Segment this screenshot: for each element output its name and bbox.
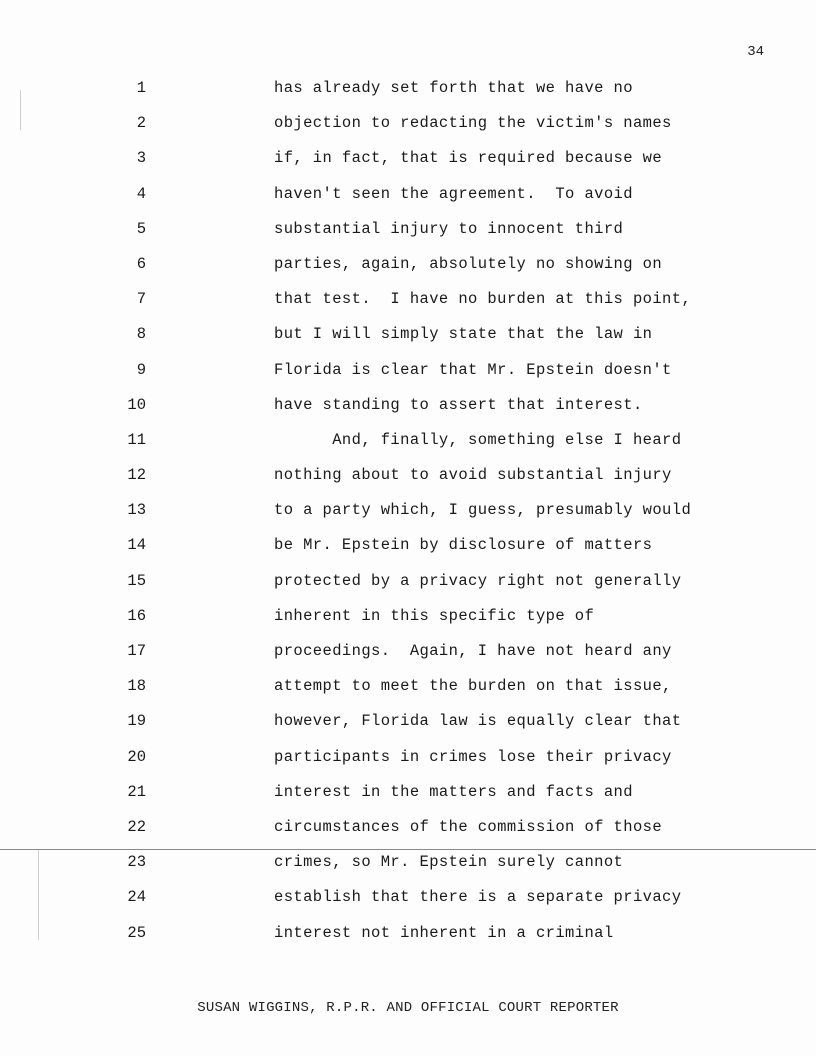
line-text: protected by a privacy right not generally <box>274 571 682 590</box>
line-text: interest in the matters and facts and <box>274 782 633 801</box>
transcript-line <box>0 852 816 887</box>
line-number: 8 <box>136 325 146 344</box>
line-text: Florida is clear that Mr. Epstein doesn't <box>274 360 672 379</box>
transcript-line <box>0 571 816 606</box>
line-text: And, finally, something else I heard <box>274 430 682 449</box>
transcript-line <box>0 324 816 359</box>
page-number: 34 <box>747 44 764 60</box>
line-number: 13 <box>127 501 146 520</box>
line-number: 14 <box>127 536 146 555</box>
transcript-line <box>0 535 816 570</box>
line-text: establish that there is a separate privacy <box>274 888 682 907</box>
transcript-line <box>0 641 816 676</box>
line-number: 4 <box>136 184 146 203</box>
line-text: proceedings. Again, I have not heard any <box>274 642 672 660</box>
line-number: 25 <box>127 923 146 942</box>
transcript-line <box>0 817 816 852</box>
line-number: 2 <box>136 114 146 133</box>
transcript-line <box>0 78 816 113</box>
scan-fold-line <box>0 849 816 850</box>
line-text: objection to redacting the victim's names <box>274 114 672 133</box>
line-number: 24 <box>127 888 146 907</box>
transcript-line <box>0 430 816 465</box>
line-text: participants in crimes lose their privacy <box>274 747 672 766</box>
line-text: substantial injury to innocent third <box>274 219 624 238</box>
line-number: 19 <box>127 712 146 731</box>
line-number: 6 <box>136 254 146 273</box>
transcript-line <box>0 289 816 324</box>
line-text: nothing about to avoid substantial injury <box>274 466 672 485</box>
transcript-line <box>0 113 816 148</box>
transcript-line <box>0 219 816 254</box>
transcript-line <box>0 360 816 395</box>
transcript-line <box>0 676 816 711</box>
transcript-line <box>0 782 816 817</box>
line-text: has already set forth that we have no <box>274 79 633 97</box>
line-number: 9 <box>136 360 146 379</box>
line-number: 21 <box>127 782 146 801</box>
line-text: crimes, so Mr. Epstein surely cannot <box>274 853 624 872</box>
line-text: but I will simply state that the law in <box>274 325 653 344</box>
line-text: inherent in this specific type of <box>274 606 595 625</box>
transcript-line <box>0 711 816 746</box>
transcript-line <box>0 747 816 782</box>
line-text: haven't seen the agreement. To avoid <box>274 184 633 203</box>
transcript-line <box>0 148 816 183</box>
line-text: to a party which, I guess, presumably would <box>274 501 692 520</box>
line-text: if, in fact, that is required because we <box>274 149 663 168</box>
line-number: 3 <box>136 149 146 168</box>
transcript-body <box>0 78 816 958</box>
transcript-line <box>0 923 816 958</box>
transcript-line <box>0 500 816 535</box>
line-number: 22 <box>127 817 146 836</box>
line-number: 1 <box>136 79 146 97</box>
line-text: be Mr. Epstein by disclosure of matters <box>274 536 653 555</box>
line-text: have standing to assert that interest. <box>274 395 643 414</box>
reporter-footer: SUSAN WIGGINS, R.P.R. AND OFFICIAL COURT REPORTER <box>197 1000 619 1016</box>
line-number: 7 <box>136 290 146 309</box>
line-text: interest not inherent in a criminal <box>274 923 614 942</box>
line-number: 16 <box>127 606 146 625</box>
transcript-line <box>0 184 816 219</box>
line-number: 11 <box>127 430 146 449</box>
line-text: parties, again, absolutely no showing on <box>274 254 663 273</box>
transcript-line <box>0 395 816 430</box>
line-number: 17 <box>127 642 146 660</box>
line-number: 12 <box>127 466 146 485</box>
line-text: that test. I have no burden at this point, <box>274 290 692 309</box>
transcript-line <box>0 887 816 922</box>
line-number: 20 <box>127 747 146 766</box>
line-text: circumstances of the commission of those <box>274 817 663 836</box>
line-number: 5 <box>136 219 146 238</box>
transcript-line <box>0 465 816 500</box>
line-number: 10 <box>127 395 146 414</box>
line-number: 18 <box>127 677 146 696</box>
line-text: however, Florida law is equally clear that <box>274 712 682 731</box>
line-text: attempt to meet the burden on that issue, <box>274 677 672 696</box>
line-number: 23 <box>127 853 146 872</box>
line-number: 15 <box>127 571 146 590</box>
transcript-line <box>0 606 816 641</box>
transcript-line <box>0 254 816 289</box>
